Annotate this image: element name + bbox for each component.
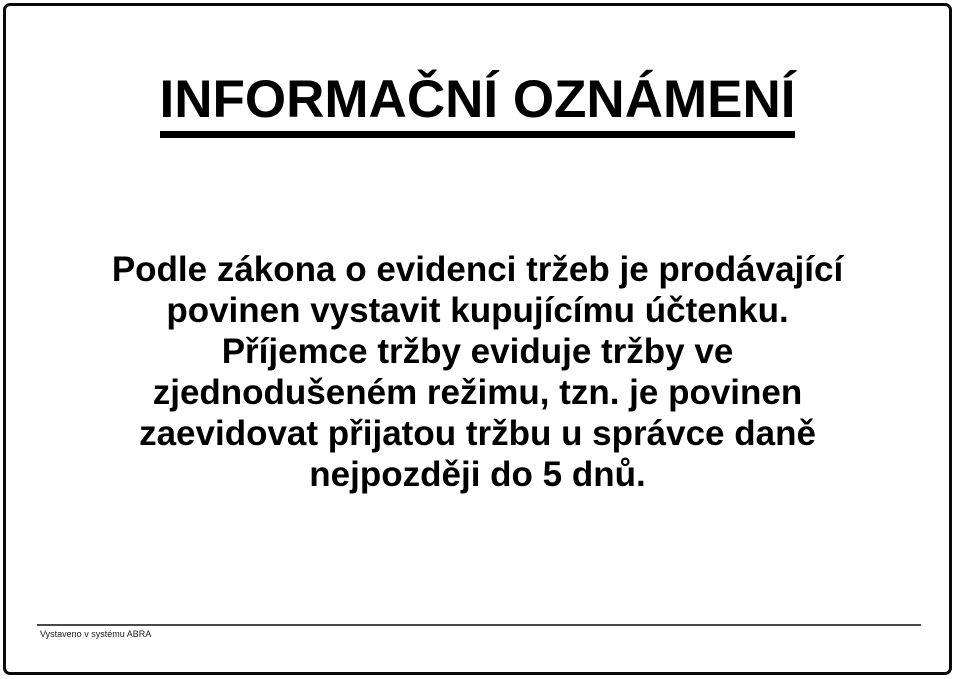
body-line: zjednodušeném režimu, tzn. je povinen: [152, 373, 803, 412]
notice-page-content: [6, 6, 949, 672]
notice-page: [3, 3, 952, 675]
body-line: nejpozději do 5 dnů.: [309, 455, 646, 494]
footer-divider: [37, 624, 921, 626]
body-line: Podle zákona o evidenci tržeb je prodávající: [111, 250, 844, 289]
notice-body-paragraph: [36, 249, 919, 495]
page-title: [6, 72, 949, 138]
body-line: povinen vystavit kupujícímu účtenku.: [166, 291, 789, 330]
body-line: zaevidovat přijatou tržbu u správce daně: [139, 414, 816, 453]
footer-system-note: Vystaveno v systému ABRA: [40, 629, 152, 639]
body-line: Příjemce tržby eviduje tržby ve: [221, 332, 734, 371]
page-title-text: INFORMAČNÍ OZNÁMENÍ: [160, 72, 796, 138]
